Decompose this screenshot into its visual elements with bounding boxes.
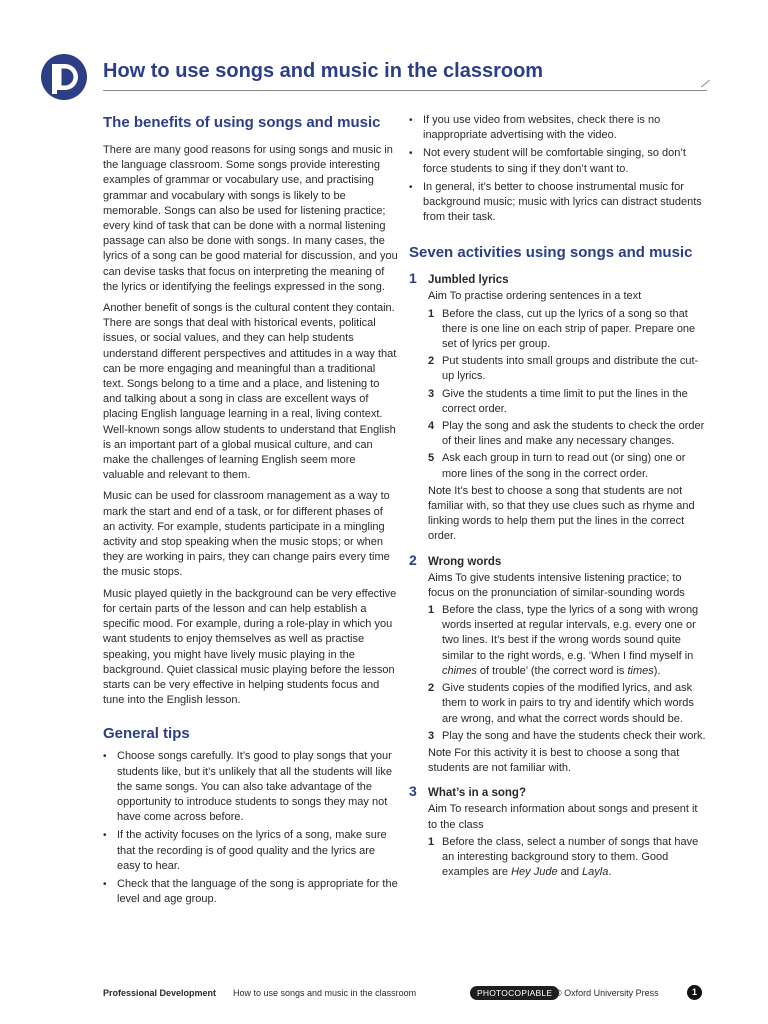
step-number: 2 [428, 682, 435, 695]
activity-steps [428, 307, 709, 482]
activity-number: 3 [409, 783, 417, 800]
tip-item: • In general, it’s better to choose instrumental music for background music; music with lyrics can distract students from their task. [409, 180, 709, 226]
step-text: Play the song and ask the students to check the order of their lines and make any necessary changes. [442, 420, 705, 448]
activity-steps [428, 835, 709, 881]
step-item [428, 603, 709, 679]
activity-aim [428, 571, 709, 601]
step-text-italic: Layla [582, 866, 609, 879]
step-item [428, 307, 709, 353]
aim-text: To practise ordering sentences in a text [446, 290, 642, 303]
footer-series: Professional Development [103, 988, 217, 998]
step-text-italic: Hey Jude [511, 866, 558, 879]
left-column [103, 113, 398, 910]
step-number: 4 [428, 420, 435, 433]
activities-heading: Seven activities using songs and music [409, 244, 693, 262]
step-text: and [557, 866, 583, 879]
activity-title: Wrong words [428, 555, 502, 568]
step-item [428, 387, 709, 417]
footer-doc-title: How to use songs and music in the classroom [233, 988, 417, 998]
step-number: 1 [428, 604, 435, 617]
step-item [428, 354, 709, 384]
step-number: 5 [428, 452, 435, 465]
note-label: Note [428, 746, 452, 759]
right-column [409, 113, 709, 882]
note-text: For this activity it is best to choose a song that students are not familiar with. [428, 746, 680, 775]
activity-steps [428, 603, 709, 744]
activity-title: Jumbled lyrics [428, 274, 509, 287]
note-text: It’s best to choose a song that students are not familiar with, so that they use clues such as rhyme and linking words to help them put the lines in the correct order. [428, 484, 695, 543]
tip-item: • Choose songs carefully. It’s good to play songs that your students like, but it’s unlikely that all the students will like the same songs. You can also take advantage of the opportunity to introduce students to songs they may not have come across before. [103, 749, 398, 825]
step-item [428, 729, 709, 744]
benefits-paragraph: Another benefit of songs is the cultural content they contain. There are songs that deal with historical events, political issues, or social values, and they can help students understand different perspectives and attitudes in a way that can be more engaging and meaningful than a traditional text. Songs belong to a time and a place, and listening to and talking about a song in class are excellent ways of placing English language learning in a real, living context. Well-known songs allow students to understand that English is an important part of a global musical culture, and can make the challenges of learning English seem more valuable and relevant to them. [103, 302, 397, 482]
step-text: Ask each group in turn to read out (or sing) one or more lines of the song in the correct order. [442, 452, 686, 480]
photocopiable-badge: PHOTOCOPIABLE [470, 986, 559, 1000]
step-text: Play the song and have the students check their work. [442, 729, 706, 742]
aim-text: To research information about songs and present it to the class [428, 803, 698, 831]
activity-2-header [409, 552, 709, 568]
activity-number: 1 [409, 270, 417, 287]
activity-note [428, 484, 709, 545]
general-tips-list-continued [409, 113, 709, 225]
title-rule [103, 90, 707, 91]
activity-aim [428, 802, 709, 832]
benefits-paragraph: Music can be used for classroom management as a way to mark the start and end of a task, or for different phases of an activity. For example, students participate in a mingling activity and stop speaking when the music stops; or when they are working in pairs, they can change pairs every time the music stops. [103, 490, 390, 579]
step-text: ). [653, 664, 661, 677]
step-item [428, 451, 709, 481]
step-text: of trouble’ (the correct word is [476, 664, 628, 677]
title-rule-tick [701, 80, 710, 88]
activity-1-header [409, 270, 709, 286]
publisher-d-logo-icon [40, 53, 88, 101]
aim-label: Aims [428, 571, 453, 584]
step-number: 2 [428, 355, 435, 368]
note-label: Note [428, 484, 452, 497]
tip-item: • If the activity focuses on the lyrics of a song, make sure that the recording is of good quality and the lyrics are easy to hear. [103, 828, 398, 874]
activity-note [428, 746, 709, 776]
step-item [428, 681, 709, 727]
activity-number: 2 [409, 551, 417, 568]
activity-title: What’s in a song? [428, 787, 526, 800]
general-tips-heading: General tips [103, 725, 190, 743]
step-text: Give students copies of the modified lyrics, and ask them to work in pairs to try and identify which words are wrong, and what the correct words should be. [442, 682, 694, 725]
step-item [428, 835, 709, 881]
activity-3-header [409, 783, 709, 799]
page-title: How to use songs and music in the classroom [103, 60, 544, 82]
tip-item: • Check that the language of the song is appropriate for the level and age group. [103, 877, 398, 907]
step-text: Before the class, select a number of songs that have an interesting background story to them. Good examples are [442, 835, 699, 879]
activity-aim [428, 289, 709, 304]
page-footer [103, 986, 703, 1000]
step-number: 3 [428, 387, 435, 400]
step-text: Before the class, type the lyrics of a song with wrong words inserted at regular intervals, e.g. every one or two lines. It’s best if the wrong words sound quite similar to the right words, e.g. ‘When I find myself in [442, 604, 699, 662]
step-number: 3 [428, 729, 435, 742]
aim-label: Aim [428, 803, 447, 816]
step-text: Before the class, cut up the lyrics of a song so that there is one line on each strip of paper. Prepare one set of lyrics per group. [442, 307, 696, 351]
footer-copyright: © Oxford University Press [555, 988, 659, 998]
step-text: Give the students a time limit to put the lines in the correct order. [442, 387, 688, 415]
step-text-italic: times [627, 664, 654, 677]
page-number: 1 [687, 985, 702, 1000]
step-text-italic: chimes [442, 664, 477, 677]
step-text: Put students into small groups and distribute the cut-up lyrics. [442, 355, 699, 383]
step-number: 1 [428, 835, 435, 848]
benefits-paragraph: Music played quietly in the background can be very effective for certain parts of the lesson and can help establish a specific mood. For example, during a role-play in which you want students to enjoy themselves as well as practise speaking, you might have lively music playing in the background. Quiet classical music playing before the lesson starts can be very effective in helping students focus and tune into the English lesson. [103, 587, 397, 707]
aim-text: To give students intensive listening practice; to focus on the pronunciation of similar-sounding words [428, 571, 685, 599]
step-item [428, 419, 709, 449]
tip-item: • Not every student will be comfortable singing, so don’t force students to sing if they don’t want to. [409, 146, 709, 176]
benefits-paragraph: There are many good reasons for using songs and music in the language classroom. Some songs provide interesting examples of grammar or vocabulary use, and practising grammar and vocabulary with songs is likely to be memorable. Songs can also be used for listening practice; every kind of task that can be done with a normal listening passage can also be done with songs. In many cases, the lyrics of a song can be good material for discussion, and you can devise tasks that focus on interpreting the meaning of the lyrics or identifying the feelings expressed in the song. [103, 144, 398, 293]
general-tips-list [103, 749, 398, 907]
step-number: 1 [428, 307, 435, 320]
step-text: . [608, 866, 612, 879]
benefits-heading: The benefits of using songs and music [103, 114, 381, 131]
aim-label: Aim [428, 290, 447, 303]
tip-item: • If you use video from websites, check there is no inappropriate advertising with the video. [409, 113, 709, 143]
